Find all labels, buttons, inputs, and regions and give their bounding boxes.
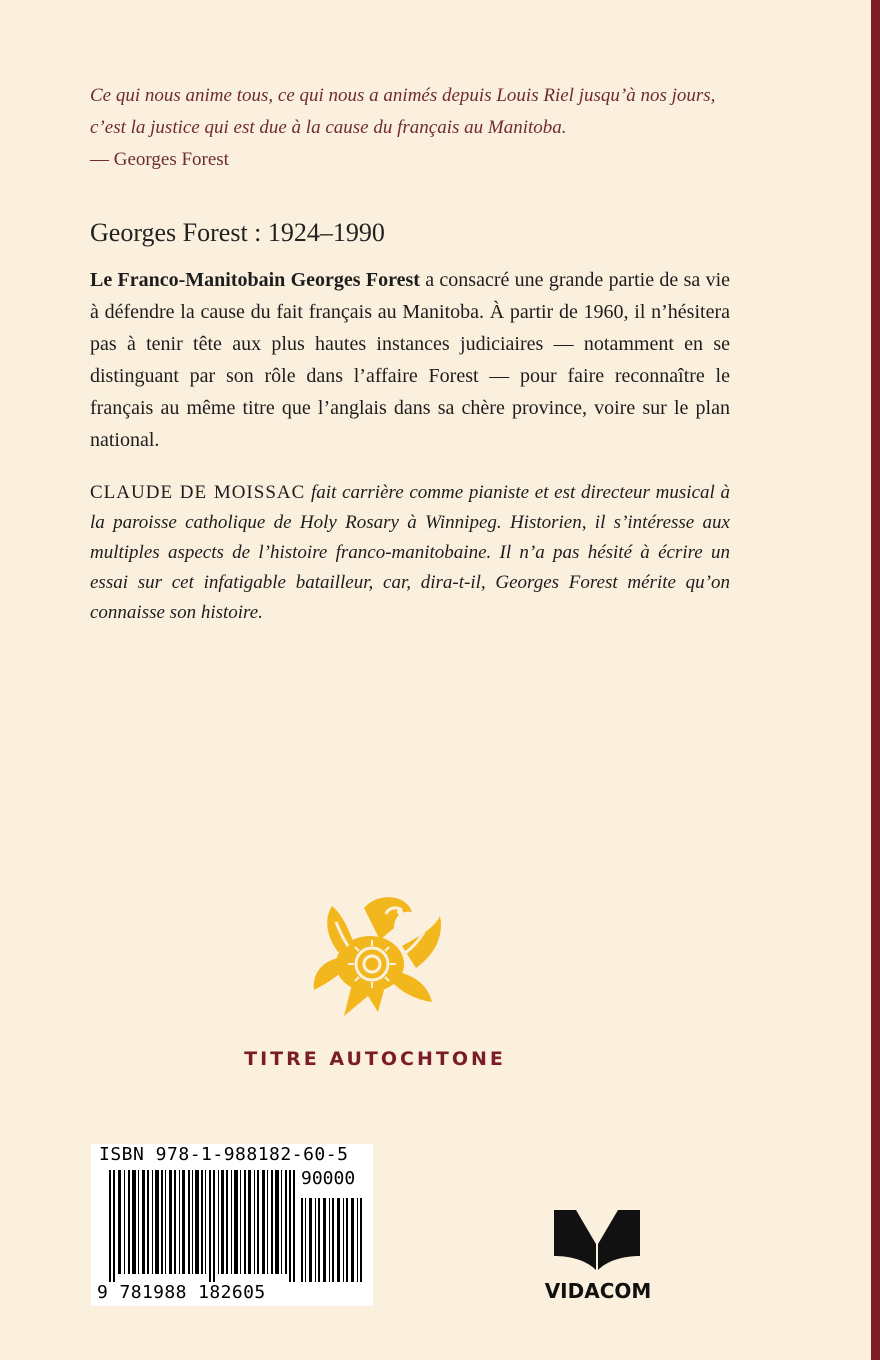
- epigraph-quote: [90, 80, 730, 176]
- barcode-digits: 9 781988 182605: [97, 1282, 266, 1303]
- quote-text: Ce qui nous anime tous, ce qui nous a animés depuis Louis Riel jusqu’à nos jours, c’est la justice qui est due à la cause du français au Manitoba.: [90, 85, 716, 138]
- isbn-barcode: [91, 1144, 373, 1306]
- book-description: [90, 264, 730, 456]
- price-code: 90000: [301, 1168, 356, 1189]
- section-heading: Georges Forest : 1924–1990: [90, 218, 385, 247]
- description-lead: Le Franco-Manitobain Georges Forest: [90, 269, 420, 291]
- publisher-name: VIDACOM: [544, 1279, 652, 1303]
- author-bio-text: fait carrière comme pianiste et est directeur musical à la paroisse catholique de Holy Rosary à Winnipeg. Historien, il s’intéresse aux multiples aspects de l’histoire franco-manitobaine. Il n’a pas hésité à écrire un essai sur cet infatigable batailleur, car, dira-t-il, Georges Forest mérite qu’on connaisse son histoire.: [90, 482, 730, 623]
- thunderbird-emblem-icon: [308, 888, 448, 1020]
- spine-edge: [871, 0, 880, 1360]
- vidacom-book-logo-icon: [552, 1204, 642, 1272]
- author-name: CLAUDE DE MOISSAC: [90, 482, 306, 503]
- description-body: a consacré une grande partie de sa vie à défendre la cause du fait français au Manitoba. À partir de 1960, il n’hésitera pas à tenir tête aux plus hautes instances judiciaires — notamment en se distinguant par son rôle dans l’affaire Forest — pour faire reconnaître le français au même titre que l’anglais dans sa chère province, voire sur le plan national.: [90, 269, 730, 451]
- author-bio: [90, 478, 730, 628]
- quote-author: — Georges Forest: [90, 149, 229, 170]
- isbn-number: ISBN 978-1-988182-60-5: [99, 1144, 349, 1165]
- imprint-label: TITRE AUTOCHTONE: [244, 1048, 506, 1070]
